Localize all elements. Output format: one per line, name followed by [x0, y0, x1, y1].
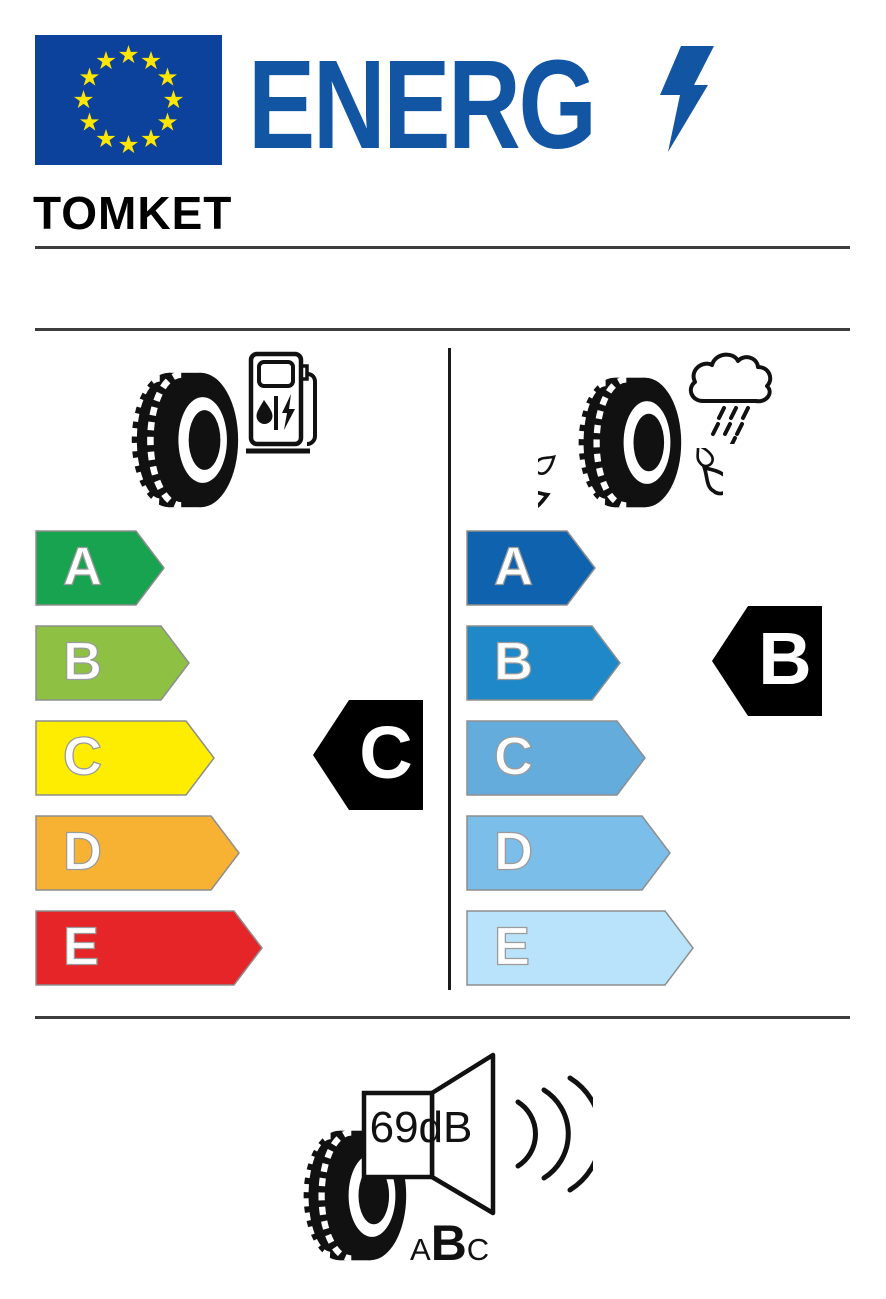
wet-rating-indicator	[712, 606, 822, 716]
divider-line-upper	[35, 328, 850, 331]
rain-drops	[713, 408, 748, 444]
rain-cloud-icon	[683, 348, 777, 444]
fuel-scale-arrow-e	[35, 910, 263, 986]
wet-scale-arrow-d	[466, 815, 671, 891]
wet-scale-arrow-c	[466, 720, 646, 796]
column-divider	[448, 348, 451, 990]
grade-letter: A	[494, 536, 533, 597]
wet-scale-arrow-e	[466, 910, 694, 986]
noise-class-c: C	[466, 1232, 490, 1267]
sound-waves-icon	[518, 1078, 593, 1190]
grade-letter: B	[494, 631, 533, 692]
grade-letter: C	[63, 726, 102, 787]
grade-letter: A	[63, 536, 102, 597]
water-splashes-icon	[538, 448, 723, 520]
fuel-scale-arrow-d	[35, 815, 240, 891]
grade-letter: E	[63, 916, 100, 977]
lightning-bolt-icon	[660, 46, 714, 152]
tire-icon	[128, 370, 240, 510]
divider-line-top	[35, 246, 850, 249]
grade-letter: E	[494, 916, 531, 977]
noise-class-scale	[410, 1215, 490, 1271]
fuel-scale-arrow-c	[35, 720, 215, 796]
energy-logo	[248, 34, 728, 175]
wet-scale-arrow-a	[466, 530, 596, 606]
eu-flag	[35, 35, 222, 165]
fuel-pump-icon	[246, 350, 324, 456]
fuel-scale-arrow-b	[35, 625, 190, 701]
grade-letter: C	[494, 726, 533, 787]
fuel-rating-indicator	[313, 700, 423, 810]
noise-level-value: 69dB	[369, 1103, 473, 1152]
noise-class-a: A	[410, 1232, 431, 1267]
noise-class-b: B	[430, 1215, 467, 1271]
wet-scale-arrow-b	[466, 625, 621, 701]
brand-name: TOMKET	[33, 187, 233, 239]
grade-letter: B	[63, 631, 102, 692]
grade-letter: D	[63, 821, 102, 882]
fuel-rating-value: C	[359, 710, 413, 794]
wet-rating-value: B	[758, 616, 812, 700]
energy-logo-text: ENERG	[248, 34, 595, 175]
fuel-scale-arrow-a	[35, 530, 165, 606]
grade-letter: D	[494, 821, 533, 882]
divider-line-lower	[35, 1016, 850, 1019]
